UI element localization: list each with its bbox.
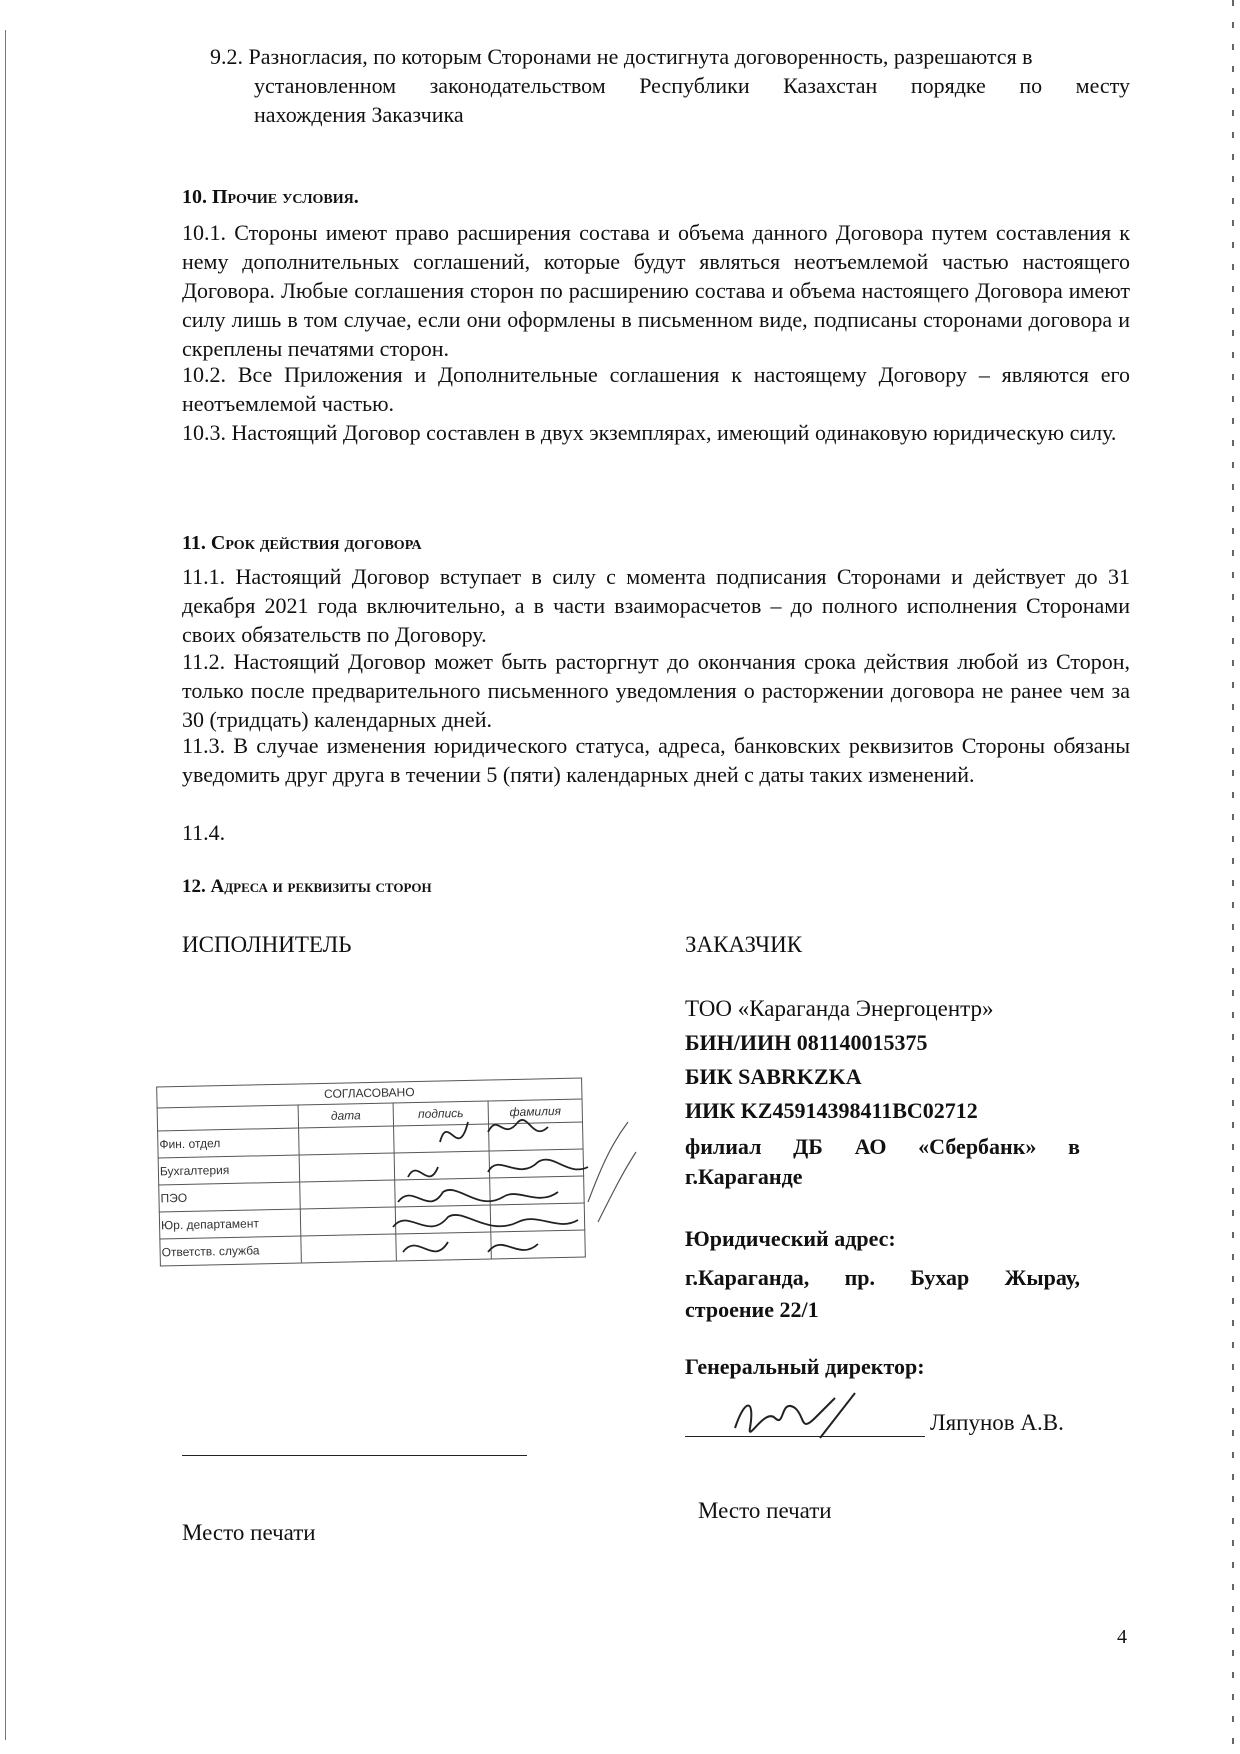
scan-edge-right — [1232, 0, 1234, 1754]
clause-9-2-line1: 9.2. Разногласия, по которым Сторонами не достигнута договоренность, разрешаются в — [210, 44, 1033, 69]
customer-bank: филиал ДБ АО «Сбербанк» в г.Караганде — [685, 1134, 1080, 1189]
clause-10-1: 10.1. Стороны имеют право расширения состава и объема данного Договора путем составления к нему дополнительных соглашений, которые будут являться неотъемлемой частью настоящего Договора. Любые соглашения сторон по расширению состава и объема настоящего Договора имеют силу лишь в том случае, если они оформлены в письменном виде, подписаны сторонами договора и скреплены печатями сторон. — [182, 220, 1130, 361]
approval-stamp-title: СОГЛАСОВАНО — [157, 1078, 582, 1108]
approval-row-label: Бухгалтерия — [158, 1155, 300, 1185]
director-label: Генеральный директор: — [685, 1354, 925, 1379]
scan-edge-left — [5, 30, 6, 1740]
clause-9-2-line3: нахождения Заказчика — [254, 102, 464, 127]
executor-label: ИСПОЛНИТЕЛЬ — [182, 932, 352, 957]
section-10-heading: 10. Прочие условия. — [182, 186, 359, 208]
director-signature — [725, 1388, 875, 1448]
stamp-place-left: Место печати — [182, 1520, 316, 1545]
approval-row-label: Фин. отдел — [158, 1128, 300, 1158]
clause-11-1: 11.1. Настоящий Договор вступает в силу с момента подписания Сторонами и действует до 31 декабря 2021 года включительно, а в части взаиморасчетов – до полного исполнения Сторонами своих обязательств по Договору. — [182, 564, 1130, 647]
legal-address: г.Караганда, пр. Бухар Жырау, строение 22/1 — [685, 1265, 1080, 1322]
customer-company: ТОО «Караганда Энергоцентр» — [685, 996, 994, 1021]
customer-bin: БИН/ИИН 081140015375 — [685, 1030, 928, 1055]
approval-col-date: дата — [298, 1103, 393, 1128]
customer-bik: БИК SABRKZKA — [685, 1064, 862, 1089]
clause-10-3: 10.3. Настоящий Договор составлен в двух экземплярах, имеющий одинаковую юридическую силу. — [182, 420, 1117, 445]
customer-label: ЗАКАЗЧИК — [685, 932, 803, 957]
approval-row-label: Юр. департамент — [159, 1209, 301, 1239]
clause-10-2: 10.2. Все Приложения и Дополнительные соглашения к настоящему Договору – являются его неотъемлемой частью. — [182, 362, 1130, 416]
approval-col-signature: подпись — [393, 1101, 488, 1126]
stamp-place-right: Место печати — [698, 1498, 832, 1523]
clause-9-2-line2: установленном законодательством Республики Казахстан порядке по месту — [254, 73, 1130, 98]
director-name: Ляпунов А.В. — [930, 1410, 1064, 1435]
section-11-heading: 11. Срок действия договора — [182, 532, 422, 554]
section-12-heading: 12. Адреса и реквизиты сторон — [182, 876, 432, 897]
executor-signature-line — [182, 1455, 527, 1456]
customer-iik: ИИК KZ45914398411BC02712 — [685, 1098, 978, 1123]
legal-address-label: Юридический адрес: — [685, 1226, 896, 1251]
clause-11-3: 11.3. В случае изменения юридического статуса, адреса, банковских реквизитов Стороны обязаны уведомить друг друга в течении 5 (пяти) календарных дней с даты таких изменений. — [182, 733, 1130, 787]
clause-11-2: 11.2. Настоящий Договор может быть расторгнут до окончания срока действия любой из Сторон, только после предварительного письменного уведомления о расторжении договора не ранее чем за 30 (тридцать) календарных дней. — [182, 649, 1130, 732]
page-number: 4 — [1117, 1626, 1127, 1648]
approval-row-label: ПЭО — [159, 1182, 301, 1212]
approval-stamp — [158, 1082, 584, 1270]
approval-row-label: Ответств. служба — [160, 1236, 302, 1266]
approval-col-surname: фамилия — [488, 1099, 582, 1124]
approval-handwritten-signatures — [158, 1082, 638, 1282]
clause-11-4: 11.4. — [182, 820, 226, 845]
